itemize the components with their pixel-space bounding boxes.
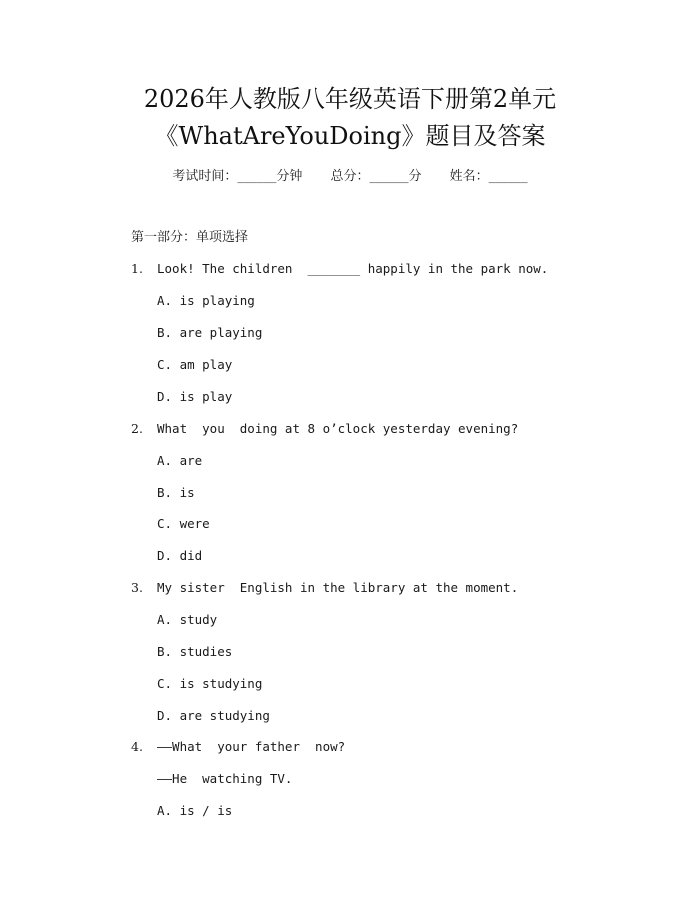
question-number: 4.	[131, 739, 143, 754]
answer-option: D. did	[157, 548, 203, 563]
answer-option: B. are playing	[157, 325, 263, 340]
answer-option: B. studies	[157, 644, 233, 659]
exam-info	[0, 168, 700, 186]
answer-option: C. is studying	[157, 676, 263, 691]
answer-option: D. is play	[157, 389, 233, 404]
question-text: What you doing at 8 o’clock yesterday evening?	[157, 421, 519, 436]
question-text-line2: ——He watching TV.	[157, 771, 293, 786]
answer-option: A. is / is	[157, 803, 233, 818]
question-number: 3.	[131, 580, 143, 595]
document-title-line2: 《WhatAreYouDoing》题目及答案	[154, 122, 546, 150]
student-name-field: 姓名：______	[449, 169, 528, 184]
question-number: 1.	[131, 261, 143, 276]
answer-option: C. were	[157, 516, 210, 531]
answer-option: B. is	[157, 485, 195, 500]
question-text: Look! The children _______ happily in the park now.	[157, 261, 549, 276]
answer-option: D. are studying	[157, 708, 270, 723]
question-number: 2.	[131, 421, 143, 436]
document-title-line1: 2026年人教版八年级英语下册第2单元	[143, 85, 557, 113]
answer-option: A. study	[157, 612, 218, 627]
answer-option: C. am play	[157, 357, 233, 372]
total-score-field: 总分：______分	[330, 169, 422, 184]
answer-option: A. are	[157, 453, 203, 468]
question-text: ——What your father now?	[157, 739, 346, 754]
exam-time-field: 考试时间：______分钟	[172, 169, 303, 184]
section-heading: 第一部分：单项选择	[131, 230, 249, 245]
answer-option: A. is playing	[157, 293, 255, 308]
question-text: My sister English in the library at the moment.	[157, 580, 519, 595]
